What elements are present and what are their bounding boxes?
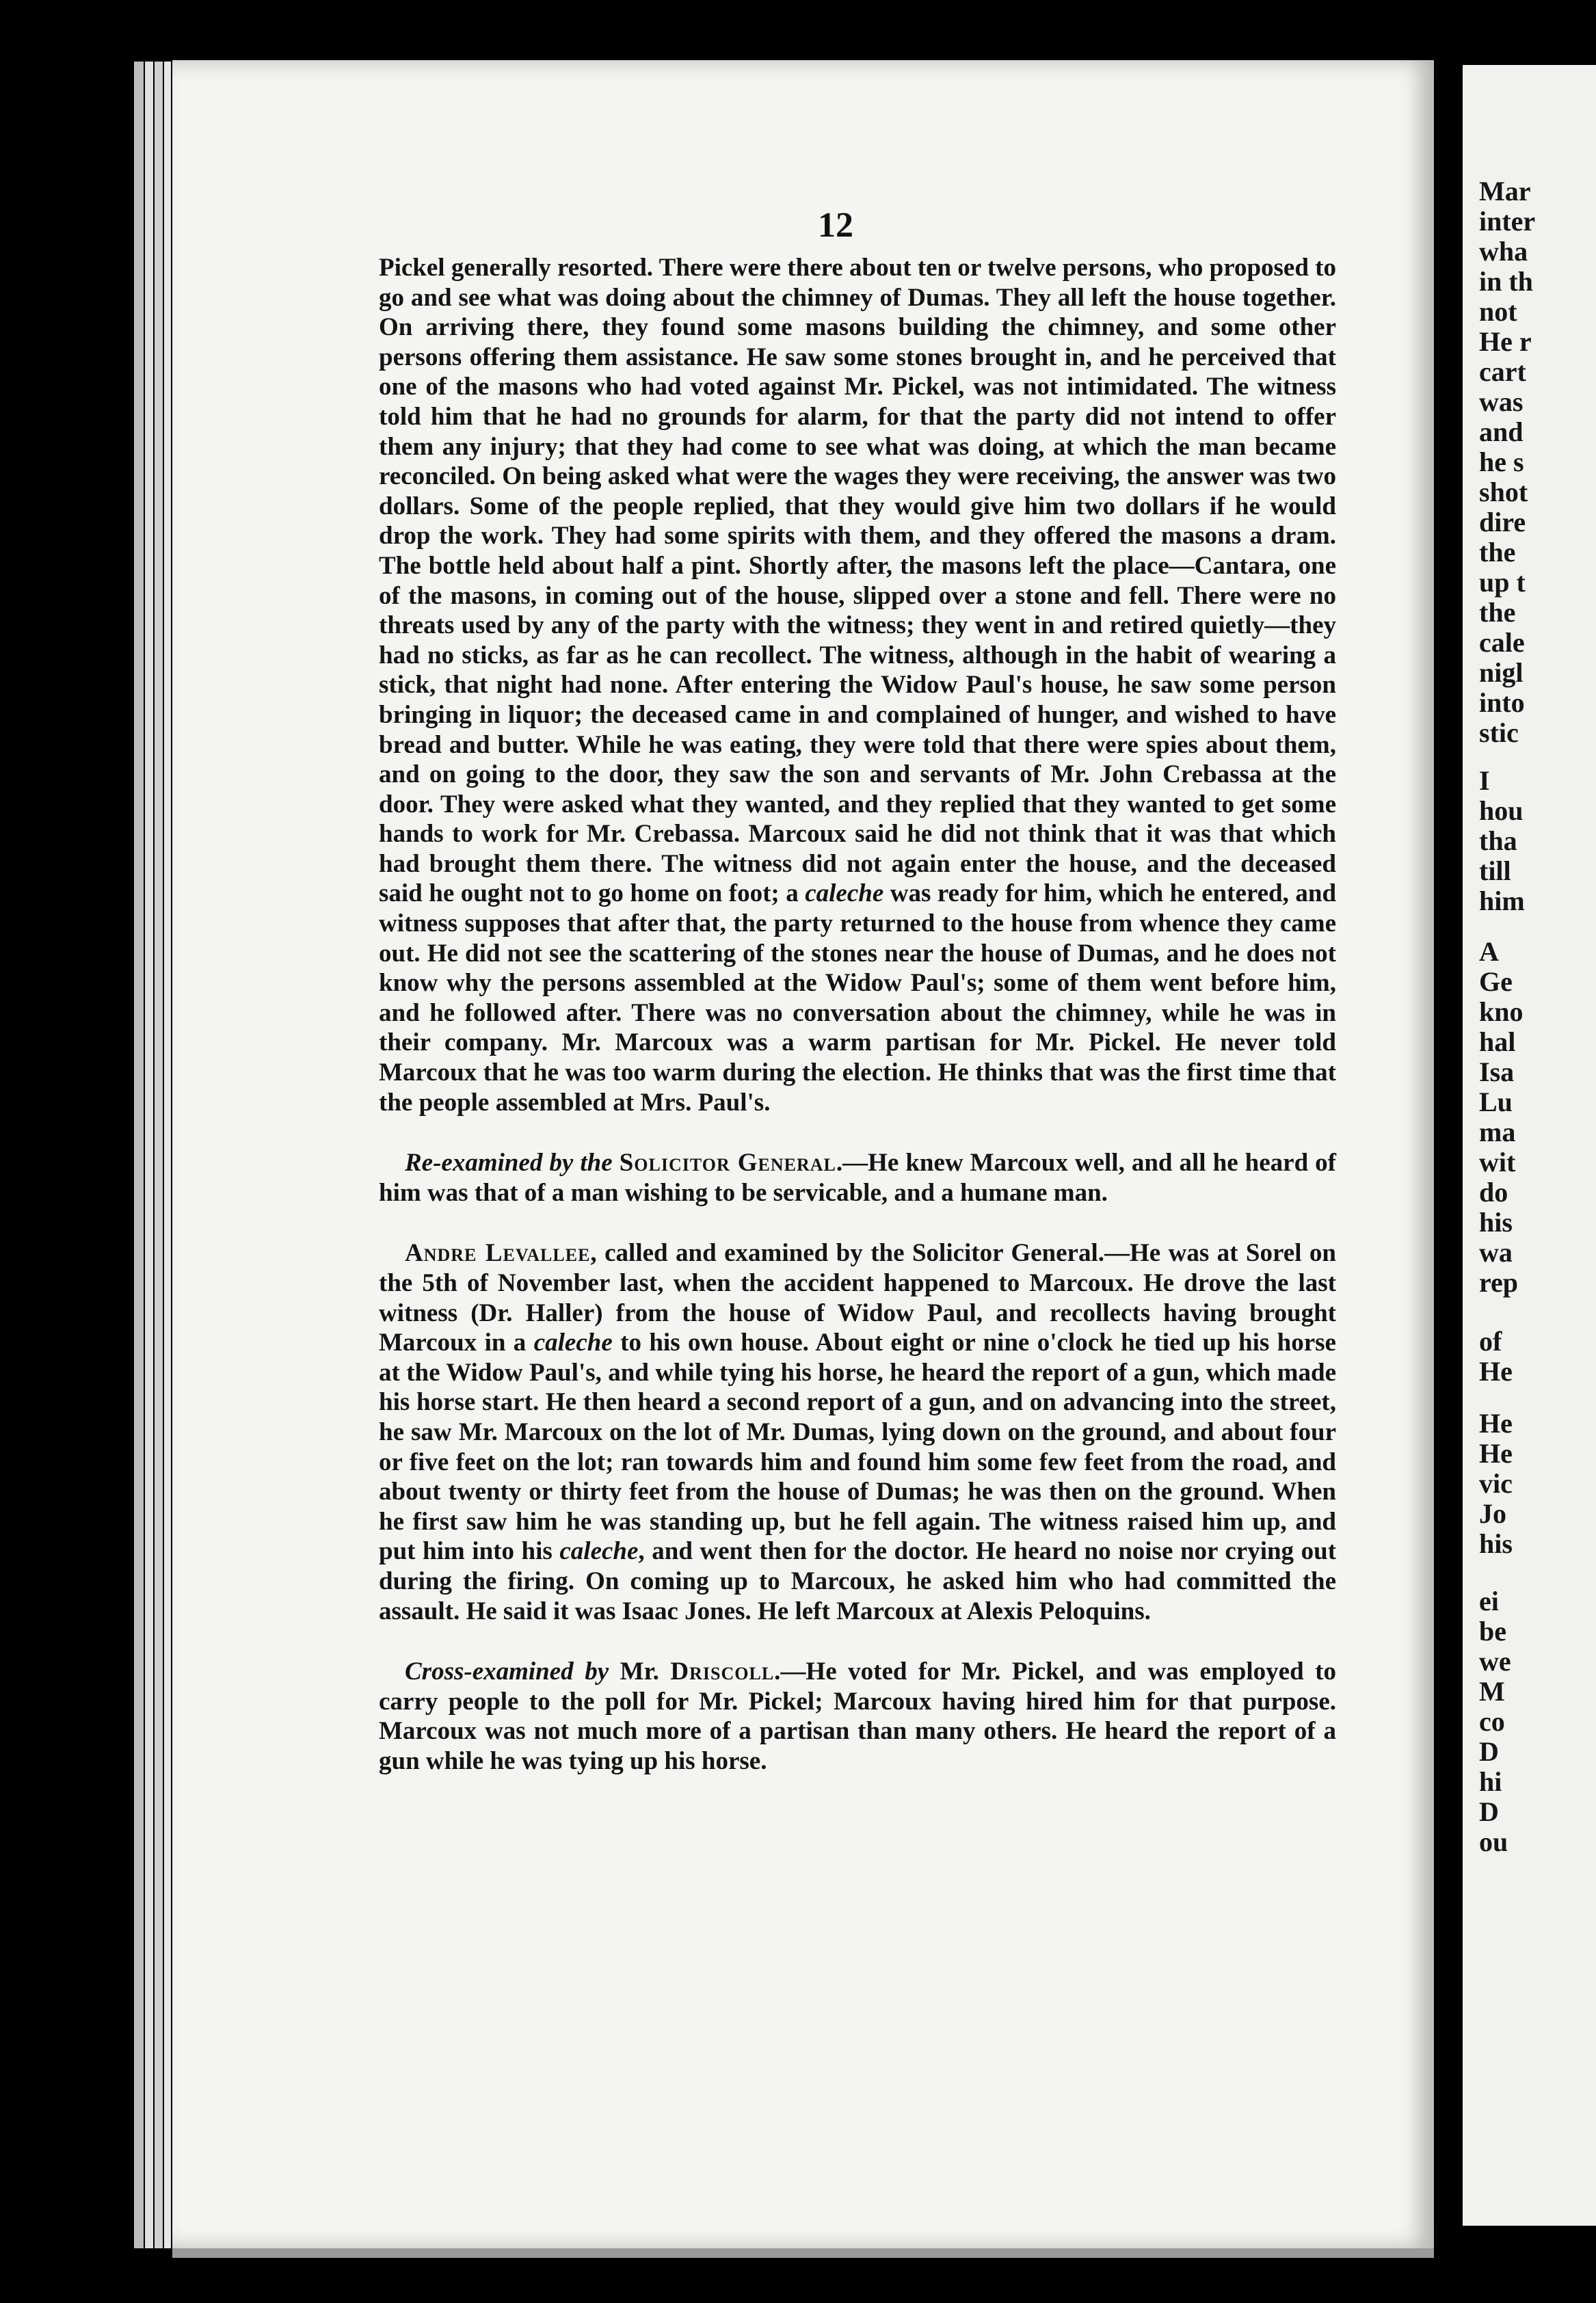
paragraph-testimony bbox=[379, 253, 1336, 1117]
facing-page-fragment: cale bbox=[1479, 627, 1525, 658]
facing-page-fragment: co bbox=[1479, 1706, 1505, 1737]
paragraph-cross-examination bbox=[379, 1657, 1336, 1776]
facing-page bbox=[1463, 65, 1596, 2226]
italic-term: caleche bbox=[805, 879, 884, 908]
body-text bbox=[379, 253, 1336, 1776]
facing-page-fragment: his bbox=[1479, 1528, 1513, 1559]
page-stack-edge bbox=[134, 62, 144, 2248]
facing-page-fragment: Ge bbox=[1479, 966, 1513, 997]
italic-term: caleche bbox=[559, 1537, 639, 1566]
facing-page-fragment: D bbox=[1479, 1736, 1499, 1767]
facing-page-fragment: wha bbox=[1479, 236, 1528, 267]
facing-page-fragment: tha bbox=[1479, 825, 1517, 856]
facing-page-fragment: vic bbox=[1479, 1468, 1513, 1499]
facing-page-fragment: the bbox=[1479, 537, 1516, 568]
page-bottom-edge bbox=[172, 2248, 1434, 2258]
italic-term: caleche bbox=[533, 1329, 613, 1357]
facing-page-fragment: ou bbox=[1479, 1826, 1508, 1857]
facing-page-fragment: He bbox=[1479, 1356, 1513, 1387]
text-run: Mr. bbox=[620, 1658, 659, 1686]
facing-page-fragment: hou bbox=[1479, 795, 1524, 826]
facing-page-fragment: Isa bbox=[1479, 1056, 1515, 1087]
facing-page-fragment: was bbox=[1479, 386, 1524, 417]
facing-page-fragment: into bbox=[1479, 687, 1525, 718]
facing-page-fragment: M bbox=[1479, 1676, 1505, 1707]
facing-page-fragment: He bbox=[1479, 1408, 1513, 1439]
facing-page-fragment: Mar bbox=[1479, 176, 1531, 207]
facing-page-fragment: up t bbox=[1479, 567, 1526, 598]
facing-page-fragment: He bbox=[1479, 1438, 1513, 1469]
facing-page-fragment: he s bbox=[1479, 447, 1524, 477]
paragraph-witness-levallee bbox=[379, 1238, 1336, 1626]
facing-page-fragment: shot bbox=[1479, 477, 1528, 507]
text-run: .—He knew Marcoux well, and all he heard of him was that of a man wishing to be servicable, and a humane man. bbox=[379, 1149, 1336, 1207]
facing-page-fragment: not bbox=[1479, 296, 1517, 327]
page-number: 12 bbox=[818, 206, 853, 245]
book-gutter bbox=[1434, 41, 1463, 2284]
facing-page-fragment: cart bbox=[1479, 356, 1526, 387]
page-stack-edge bbox=[145, 62, 153, 2248]
examination-lead: Re-examined by the bbox=[405, 1149, 613, 1177]
paragraph-reexamination bbox=[379, 1148, 1336, 1208]
examiner-name: Driscoll bbox=[670, 1658, 775, 1686]
facing-page-fragment: A bbox=[1479, 936, 1499, 967]
facing-page-fragment: we bbox=[1479, 1646, 1511, 1677]
facing-page-fragment: till bbox=[1479, 855, 1511, 886]
facing-page-fragment: ma bbox=[1479, 1117, 1516, 1147]
facing-page-fragment: I bbox=[1479, 765, 1490, 796]
page-stack-edge bbox=[155, 62, 163, 2248]
facing-page-fragment: inter bbox=[1479, 206, 1536, 237]
facing-page-fragment: wa bbox=[1479, 1237, 1513, 1268]
examiner-name: Solicitor General bbox=[619, 1149, 836, 1177]
facing-page-fragment: him bbox=[1479, 886, 1525, 916]
text-run: Pickel generally resorted. There were there about ten or twelve persons, who proposed to go and see what was doing about the chimney of Dumas. They all left the house together. On arriving there, they found some masons building the chimney, and some other persons offering them assistance. He saw some stones brought in, and he perceived that one of the masons who had voted against Mr. Pickel, was not intimidated. The witness told him that he had no grounds for alarm, for that the party did not intend to offer them any injury; that they had come to see what was doing, at which the man became reconciled. On being asked what were the wages they were receiving, the answer was two dollars. Some of the people replied, that they would give him two dollars if he would drop the work. They had some spirits with them, and they offered the masons a dram. The bottle held about half a pint. Shortly after, the masons left the place—Cantara, one of the masons, in coming out of the house, slipped over a stone and fell. There were no threats used by any of the party with the witness; they went in and retired quietly—they had no sticks, as far as he can recollect. The witness, although in the habit of wearing a stick, that night had none. After entering the Widow Paul's house, he saw some person bringing in liquor; the deceased came in and complained of hunger, and wished to have bread and butter. While he was eating, they were told that there were spies about them, and on going to the door, they saw the son and servants of Mr. John Crebassa at the door. They were asked what they wanted, and they replied that they wanted to get some hands to work for Mr. Crebassa. Marcoux said he did not think that it was that which had brought them there. The witness did not again enter the house, and the deceased said he ought not to go home on foot; a bbox=[379, 254, 1337, 908]
facing-page-fragment: kno bbox=[1479, 996, 1524, 1027]
facing-page-fragment: wit bbox=[1479, 1147, 1516, 1177]
text-run: , called and examined by the Solicitor General.—He was at Sorel on the 5th of November last, when the accident happened to Marcoux. He drove the last witness (Dr. Haller) from the house of Widow Paul, and recollects having brought Marcoux in a bbox=[379, 1239, 1336, 1357]
facing-page-fragment: D bbox=[1479, 1796, 1499, 1827]
examination-lead: Cross-examined by bbox=[405, 1658, 609, 1686]
facing-page-fragment: his bbox=[1479, 1207, 1513, 1238]
text-run: .—He voted for Mr. Pickel, and was employed to carry people to the poll for Mr. Pickel; Marcoux having hired him for that purpose. Marcoux was not much more of a partisan than many others. He heard the report of a gun while he was tying up his horse. bbox=[379, 1658, 1336, 1775]
witness-name: Andre Levallee bbox=[405, 1239, 591, 1268]
facing-page-fragment: stic bbox=[1479, 717, 1519, 748]
facing-page-fragment: and bbox=[1479, 416, 1524, 447]
facing-page-fragment: in th bbox=[1479, 266, 1533, 297]
facing-page-fragment: do bbox=[1479, 1177, 1508, 1208]
facing-page-fragment: Lu bbox=[1479, 1087, 1513, 1117]
facing-page-fragment: dire bbox=[1479, 507, 1526, 537]
page-stack-edge bbox=[164, 62, 171, 2248]
text-run: to his own house. About eight or nine o'clock he tied up his horse at the Widow Paul's, and while tying his horse, he heard the report of a gun, which made his horse start. He then heard a second report of a gun, and on advancing into the street, he saw Mr. Marcoux on the lot of Mr. Dumas, lying down on the ground, and about four or five feet on the lot; ran towards him and found him some few feet from the road, and about twenty or thirty feet from the house of Dumas; he was then on the ground. When he first saw him he was standing up, but he fell again. The witness raised him up, and put him into his bbox=[379, 1329, 1336, 1566]
facing-page-fragment: He r bbox=[1479, 326, 1532, 357]
facing-page-fragment: rep bbox=[1479, 1267, 1519, 1298]
facing-page-fragment: of bbox=[1479, 1326, 1502, 1357]
facing-page-fragment: ei bbox=[1479, 1586, 1499, 1616]
text-run: , and went then for the doctor. He heard no noise nor crying out during the firing. On coming up to Marcoux, he asked him who had committed the assault. He said it was Isaac Jones. He left Marcoux at Alexis Peloquins. bbox=[379, 1537, 1337, 1625]
facing-page-fragment: be bbox=[1479, 1616, 1506, 1647]
facing-page-fragment: nigl bbox=[1479, 657, 1524, 688]
text-run: was ready for him, which he entered, and witness supposes that after that, the party returned to the house from whence they came out. He did not see the scattering of the stones near the house of Dumas, and he does not know why the persons assembled at the Widow Paul's; some of them went before him, and he followed after. There was no conversation about the chimney, while he was in their company. Mr. Marcoux was a warm partisan for Mr. Pickel. He never told Marcoux that he was too warm during the election. He thinks that was the first time that the people assembled at Mrs. Paul's. bbox=[379, 879, 1337, 1117]
facing-page-fragment: the bbox=[1479, 597, 1516, 628]
facing-page-fragment: hi bbox=[1479, 1766, 1502, 1797]
facing-page-fragment: hal bbox=[1479, 1026, 1516, 1057]
facing-page-fragment: Jo bbox=[1479, 1498, 1506, 1529]
